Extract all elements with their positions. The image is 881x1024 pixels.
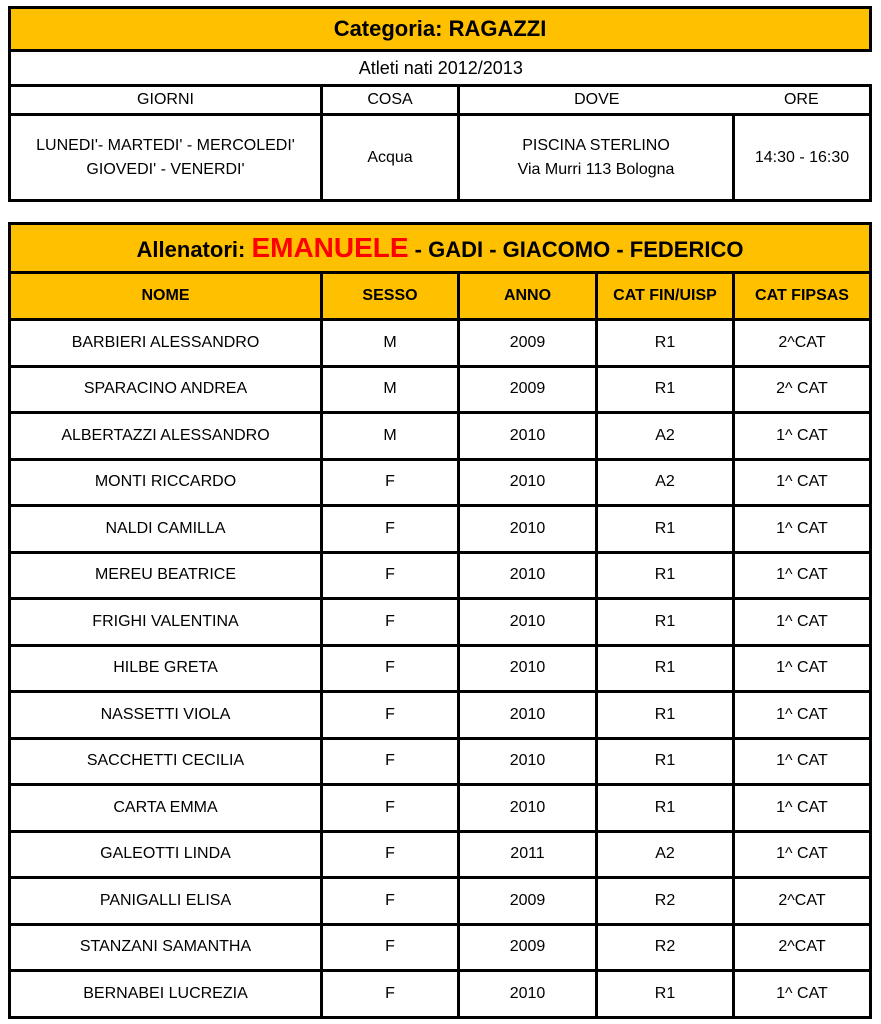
cell-nome: GALEOTTI LINDA	[10, 831, 322, 878]
cell-sesso: F	[322, 831, 459, 878]
cell-nome: SPARACINO ANDREA	[10, 366, 322, 413]
cell-anno: 2010	[459, 506, 597, 553]
cell-cat-fipsas: 1^ CAT	[734, 971, 871, 1018]
cell-nome: PANIGALLI ELISA	[10, 878, 322, 925]
cell-nome: BERNABEI LUCREZIA	[10, 971, 322, 1018]
cell-nome: BARBIERI ALESSANDRO	[10, 320, 322, 367]
cell-cat-fin-uisp: R1	[597, 506, 734, 553]
cell-anno: 2010	[459, 413, 597, 460]
header-ore: ORE	[734, 86, 871, 115]
cell-giorni	[10, 115, 322, 201]
cell-anno: 2010	[459, 459, 597, 506]
cell-cat-fin-uisp: R1	[597, 692, 734, 739]
giorni-line-1: LUNEDI'- MARTEDI' - MERCOLEDI'	[36, 136, 295, 154]
cell-cat-fin-uisp: R1	[597, 971, 734, 1018]
cell-cat-fipsas: 1^ CAT	[734, 599, 871, 646]
schedule-table	[8, 6, 872, 202]
column-header-anno: ANNO	[459, 273, 597, 320]
cell-cat-fipsas: 1^ CAT	[734, 785, 871, 832]
cell-nome: MEREU BEATRICE	[10, 552, 322, 599]
cell-nome: CARTA EMMA	[10, 785, 322, 832]
cell-cat-fin-uisp: R1	[597, 366, 734, 413]
cell-nome: STANZANI SAMANTHA	[10, 924, 322, 971]
cell-nome: MONTI RICCARDO	[10, 459, 322, 506]
cell-cat-fipsas: 1^ CAT	[734, 692, 871, 739]
cell-dove	[459, 115, 734, 201]
column-header-cat-fin-uisp: CAT FIN/UISP	[597, 273, 734, 320]
table-row	[10, 692, 871, 739]
cell-anno: 2011	[459, 831, 597, 878]
cell-anno: 2009	[459, 878, 597, 925]
cell-cat-fin-uisp: R1	[597, 785, 734, 832]
cell-sesso: F	[322, 785, 459, 832]
header-giorni: GIORNI	[10, 86, 322, 115]
cell-anno: 2010	[459, 971, 597, 1018]
table-row	[10, 785, 871, 832]
cell-cat-fipsas: 1^ CAT	[734, 552, 871, 599]
table-row	[10, 599, 871, 646]
cell-sesso: F	[322, 924, 459, 971]
cell-ore: 14:30 - 16:30	[734, 115, 871, 201]
coaches-prefix: Allenatori:	[136, 237, 252, 262]
cell-nome: SACCHETTI CECILIA	[10, 738, 322, 785]
cell-sesso: F	[322, 692, 459, 739]
dove-line-2: Via Murri 113 Bologna	[517, 160, 675, 178]
cell-cat-fin-uisp: A2	[597, 459, 734, 506]
column-header-sesso: SESSO	[322, 273, 459, 320]
cell-nome: ALBERTAZZI ALESSANDRO	[10, 413, 322, 460]
cell-cat-fin-uisp: R2	[597, 878, 734, 925]
cell-anno: 2010	[459, 552, 597, 599]
cell-cat-fipsas: 2^CAT	[734, 320, 871, 367]
cell-sesso: F	[322, 971, 459, 1018]
cell-nome: NASSETTI VIOLA	[10, 692, 322, 739]
cell-sesso: F	[322, 645, 459, 692]
cell-cat-fipsas: 2^CAT	[734, 924, 871, 971]
cell-cat-fipsas: 1^ CAT	[734, 738, 871, 785]
cell-cat-fin-uisp: R1	[597, 552, 734, 599]
coaches-title	[10, 224, 871, 273]
cell-sesso: M	[322, 366, 459, 413]
athletes-table	[8, 222, 872, 1019]
coaches-rest: - GADI - GIACOMO - FEDERICO	[408, 237, 744, 262]
cell-cat-fipsas: 1^ CAT	[734, 506, 871, 553]
category-title: Categoria: RAGAZZI	[10, 8, 871, 51]
cell-nome: FRIGHI VALENTINA	[10, 599, 322, 646]
cell-sesso: F	[322, 552, 459, 599]
table-row	[10, 459, 871, 506]
cell-anno: 2010	[459, 692, 597, 739]
cell-cat-fipsas: 1^ CAT	[734, 459, 871, 506]
coach-highlight: EMANUELE	[251, 232, 409, 263]
cell-cat-fipsas: 2^ CAT	[734, 366, 871, 413]
header-cosa: COSA	[322, 86, 459, 115]
giorni-line-2: GIOVEDI' - VENERDI'	[86, 160, 245, 178]
cell-cat-fin-uisp: R2	[597, 924, 734, 971]
cell-anno: 2010	[459, 599, 597, 646]
cell-cat-fipsas: 1^ CAT	[734, 831, 871, 878]
cell-anno: 2010	[459, 738, 597, 785]
cell-anno: 2010	[459, 645, 597, 692]
cell-cat-fin-uisp: R1	[597, 599, 734, 646]
cell-nome: HILBE GRETA	[10, 645, 322, 692]
cell-sesso: F	[322, 599, 459, 646]
cell-anno: 2009	[459, 320, 597, 367]
birth-years-subtitle: Atleti nati 2012/2013	[10, 51, 871, 86]
cell-cat-fin-uisp: A2	[597, 831, 734, 878]
cell-cat-fin-uisp: A2	[597, 413, 734, 460]
cell-anno: 2010	[459, 785, 597, 832]
table-row	[10, 320, 871, 367]
table-row	[10, 366, 871, 413]
cell-cat-fipsas: 2^CAT	[734, 878, 871, 925]
cell-sesso: F	[322, 506, 459, 553]
table-row	[10, 924, 871, 971]
table-row	[10, 831, 871, 878]
table-row	[10, 645, 871, 692]
cell-anno: 2009	[459, 924, 597, 971]
cell-sesso: M	[322, 320, 459, 367]
cell-cat-fin-uisp: R1	[597, 738, 734, 785]
cell-sesso: F	[322, 738, 459, 785]
cell-nome: NALDI CAMILLA	[10, 506, 322, 553]
table-row	[10, 413, 871, 460]
column-header-cat-fipsas: CAT FIPSAS	[734, 273, 871, 320]
cell-sesso: F	[322, 878, 459, 925]
cell-cat-fipsas: 1^ CAT	[734, 645, 871, 692]
cell-cat-fipsas: 1^ CAT	[734, 413, 871, 460]
table-row	[10, 552, 871, 599]
cell-cat-fin-uisp: R1	[597, 645, 734, 692]
header-dove: DOVE	[459, 86, 734, 115]
dove-line-1: PISCINA STERLINO	[522, 136, 670, 154]
cell-sesso: M	[322, 413, 459, 460]
cell-anno: 2009	[459, 366, 597, 413]
cell-cosa: Acqua	[322, 115, 459, 201]
table-row	[10, 506, 871, 553]
table-row	[10, 738, 871, 785]
cell-cat-fin-uisp: R1	[597, 320, 734, 367]
table-row	[10, 878, 871, 925]
cell-sesso: F	[322, 459, 459, 506]
table-row	[10, 971, 871, 1018]
column-header-nome: NOME	[10, 273, 322, 320]
